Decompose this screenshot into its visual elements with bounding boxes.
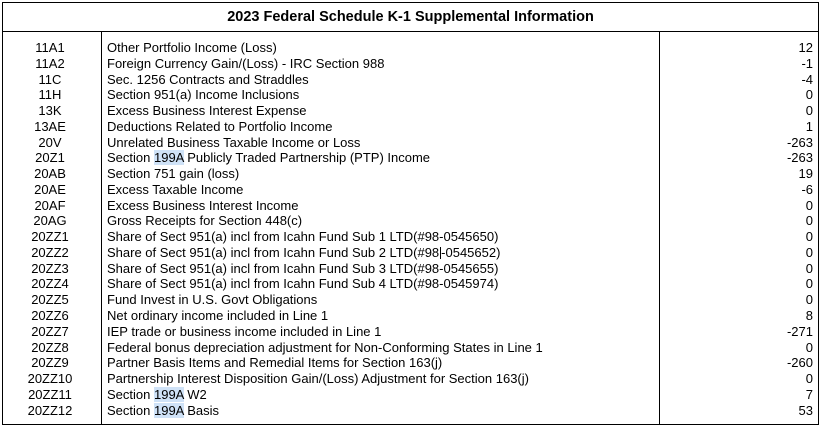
row-amount: 8 (805, 308, 813, 324)
table-row (3, 324, 818, 340)
row-description: Section 199A Basis (107, 402, 220, 418)
table-row (3, 198, 818, 214)
row-code: 11C (38, 71, 62, 87)
row-amount: -263 (786, 150, 813, 166)
row-amount: 0 (805, 276, 813, 292)
text-cursor (440, 247, 441, 259)
row-code: 20ZZ4 (31, 276, 69, 292)
table-row (3, 87, 818, 103)
row-amount: 0 (805, 260, 813, 276)
k1-supplemental-table (2, 2, 819, 425)
row-code: 11A1 (35, 40, 65, 55)
search-highlight: 199A (153, 402, 184, 418)
row-code: 20ZZ2 (31, 244, 69, 260)
table-row (3, 340, 818, 356)
row-description: Section 751 gain (loss) (107, 166, 240, 182)
table-row (3, 245, 818, 261)
row-amount: 0 (805, 229, 813, 245)
table-row (3, 119, 818, 135)
row-code: 20ZZ7 (31, 323, 69, 339)
table-row (3, 103, 818, 119)
row-description: IEP trade or business income included in Line 1 (107, 323, 382, 339)
table-row (3, 292, 818, 308)
table-row (3, 213, 818, 229)
row-code: 20ZZ5 (31, 292, 69, 308)
table-row (3, 403, 818, 419)
search-highlight: 199A (153, 150, 184, 166)
row-amount: -263 (786, 134, 813, 150)
row-amount: 1 (805, 118, 813, 134)
row-amount: 0 (805, 87, 813, 103)
row-description: Federal bonus depreciation adjustment for Non-Conforming States in Line 1 (107, 339, 543, 355)
row-description: Sec. 1256 Contracts and Straddles (107, 71, 309, 87)
row-description: Share of Sect 951(a) incl from Icahn Fund Sub 1 LTD(#98-0545650) (107, 229, 499, 245)
row-description: Excess Business Interest Income (107, 197, 299, 213)
row-code: 20ZZ12 (27, 402, 73, 418)
table-row (3, 40, 818, 56)
row-amount: 53 (798, 402, 813, 418)
row-description: Share of Sect 951(a) incl from Icahn Fund Sub 3 LTD(#98-0545655) (107, 260, 499, 276)
row-code: 20AF (34, 197, 66, 213)
table-row (3, 371, 818, 387)
row-amount: 0 (805, 292, 813, 308)
row-description: Unrelated Business Taxable Income or Loss (107, 134, 361, 150)
table-row (3, 276, 818, 292)
table-body (3, 40, 818, 418)
row-code: 20ZZ1 (31, 229, 69, 245)
row-description: Excess Business Interest Expense (107, 103, 307, 119)
row-amount: 0 (805, 339, 813, 355)
row-description: Gross Receipts for Section 448(c) (107, 213, 303, 229)
row-description: Section 951(a) Income Inclusions (107, 87, 300, 103)
row-amount: -271 (786, 323, 813, 339)
row-amount: 12 (798, 40, 813, 55)
row-code: 20Z1 (35, 150, 65, 166)
row-code: 11H (38, 87, 62, 103)
row-description: Share of Sect 951(a) incl from Icahn Fund Sub 2 LTD(#98 -0545652) (107, 244, 501, 260)
row-description: Excess Taxable Income (107, 181, 244, 197)
row-amount: -260 (786, 355, 813, 371)
table-row (3, 135, 818, 151)
row-description: Partner Basis Items and Remedial Items for Section 163(j) (107, 355, 443, 371)
table-row (3, 387, 818, 403)
row-description: Section 199A Publicly Traded Partnership (PTP) Income (107, 150, 431, 166)
row-description: Deductions Related to Portfolio Income (107, 118, 333, 134)
row-amount: 7 (805, 386, 813, 402)
row-amount: -4 (801, 71, 813, 87)
row-description: Other Portfolio Income (Loss) (107, 40, 277, 55)
row-code: 20ZZ8 (31, 339, 69, 355)
row-description: Net ordinary income included in Line 1 (107, 308, 329, 324)
row-amount: 0 (805, 244, 813, 260)
row-description: Share of Sect 951(a) incl from Icahn Fund Sub 4 LTD(#98-0545974) (107, 276, 499, 292)
table-row (3, 56, 818, 72)
row-code: 20AG (33, 213, 67, 229)
table-row (3, 166, 818, 182)
table-row (3, 229, 818, 245)
row-code: 20AB (34, 166, 66, 182)
row-description: Partnership Interest Disposition Gain/(Loss) Adjustment for Section 163(j) (107, 371, 529, 387)
table-title (3, 3, 818, 32)
table-row (3, 308, 818, 324)
row-code: 11A2 (35, 55, 65, 71)
row-code: 20ZZ3 (31, 260, 69, 276)
row-code: 20AE (34, 181, 66, 197)
row-code: 20ZZ10 (27, 371, 73, 387)
row-amount: 0 (805, 213, 813, 229)
row-amount: 19 (798, 166, 813, 182)
table-title-text: 2023 Federal Schedule K-1 Supplemental Information (227, 9, 594, 25)
row-amount: 0 (805, 103, 813, 119)
row-code: 20V (38, 134, 62, 150)
table-row (3, 355, 818, 371)
table-row (3, 72, 818, 88)
row-description: Fund Invest in U.S. Govt Obligations (107, 292, 318, 308)
search-highlight: 199A (153, 386, 184, 402)
row-code: 20ZZ9 (31, 355, 69, 371)
row-amount: -6 (801, 181, 813, 197)
row-amount: 0 (805, 371, 813, 387)
row-code: 20ZZ11 (28, 386, 72, 402)
table-row (3, 150, 818, 166)
row-amount: 0 (805, 197, 813, 213)
table-row (3, 182, 818, 198)
table-row (3, 261, 818, 277)
row-code: 13AE (34, 118, 66, 134)
row-description: Foreign Currency Gain/(Loss) - IRC Section 988 (107, 55, 385, 71)
row-description: Section 199A W2 (107, 386, 207, 402)
row-amount: -1 (801, 55, 813, 71)
row-code: 20ZZ6 (31, 308, 69, 324)
row-code: 13K (38, 103, 62, 119)
